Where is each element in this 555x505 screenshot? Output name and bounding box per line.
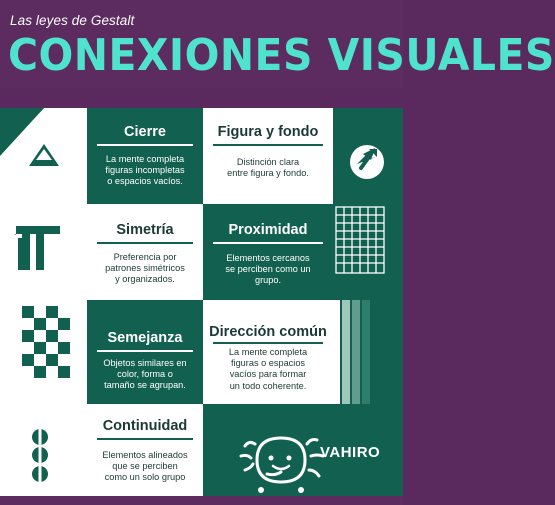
- card-title: Continuidad: [102, 418, 188, 434]
- footer-band: [0, 496, 403, 505]
- card-simetria: [87, 204, 203, 300]
- proximidad-icon-cell: [333, 204, 403, 300]
- divider: [97, 438, 193, 440]
- grid-icon: [333, 204, 403, 300]
- checkerboard-icon: [0, 300, 87, 404]
- header: [0, 0, 555, 88]
- card-title: Cierre: [124, 124, 166, 140]
- divider: [213, 144, 323, 146]
- card-title: Semejanza: [107, 330, 183, 346]
- card-text: Distinción clara entre figura y fondo.: [227, 157, 309, 179]
- card-title: Proximidad: [228, 222, 308, 238]
- card-cierre: [87, 108, 203, 204]
- divider: [213, 242, 323, 244]
- stripes-icon: [333, 300, 403, 404]
- cursor-circle-icon: [333, 108, 403, 204]
- card-text: Objetos similares en color, forma o tamaño se agrupan.: [103, 358, 187, 391]
- divider: [97, 350, 193, 352]
- axolotl-logo: [231, 410, 331, 502]
- card-text: Elementos cercanos se perciben como un grupo.: [225, 253, 311, 286]
- continuidad-icon-cell: [0, 404, 87, 496]
- brand-name: VAHIRO: [320, 444, 381, 461]
- card-direccion-comun: [203, 300, 333, 404]
- dots-column-icon: [0, 404, 87, 496]
- card-title: Dirección común: [209, 324, 327, 340]
- card-proximidad: [203, 204, 333, 300]
- card-semejanza: [87, 300, 203, 404]
- card-continuidad: [87, 404, 203, 496]
- simetria-icon-cell: [0, 204, 87, 300]
- divider: [213, 342, 323, 344]
- divider: [97, 144, 193, 146]
- divider: [97, 242, 193, 244]
- symmetric-t-icon: [0, 204, 87, 300]
- card-text: Preferencia por patrones simétricos y organizados.: [105, 252, 185, 285]
- header-title: CONEXIONES VISUALES: [8, 30, 555, 81]
- card-figura-y-fondo: [203, 108, 333, 204]
- card-title: Figura y fondo: [217, 124, 319, 140]
- card-text: La mente completa figuras incompletas o espacios vacíos.: [105, 154, 185, 187]
- cierre-triangle-shapes: [0, 108, 87, 204]
- direccion-icon-cell: [333, 300, 403, 404]
- semejanza-icon-cell: [0, 300, 87, 404]
- card-text: La mente completa figuras o espacios vacíos para formar un todo coherente.: [228, 347, 308, 391]
- figura-icon-cell: [333, 108, 403, 204]
- header-subtitle: Las leyes de Gestalt: [10, 13, 135, 28]
- card-title: Simetría: [116, 222, 174, 238]
- card-text: Elementos alineados que se perciben como un solo grupo: [102, 450, 188, 483]
